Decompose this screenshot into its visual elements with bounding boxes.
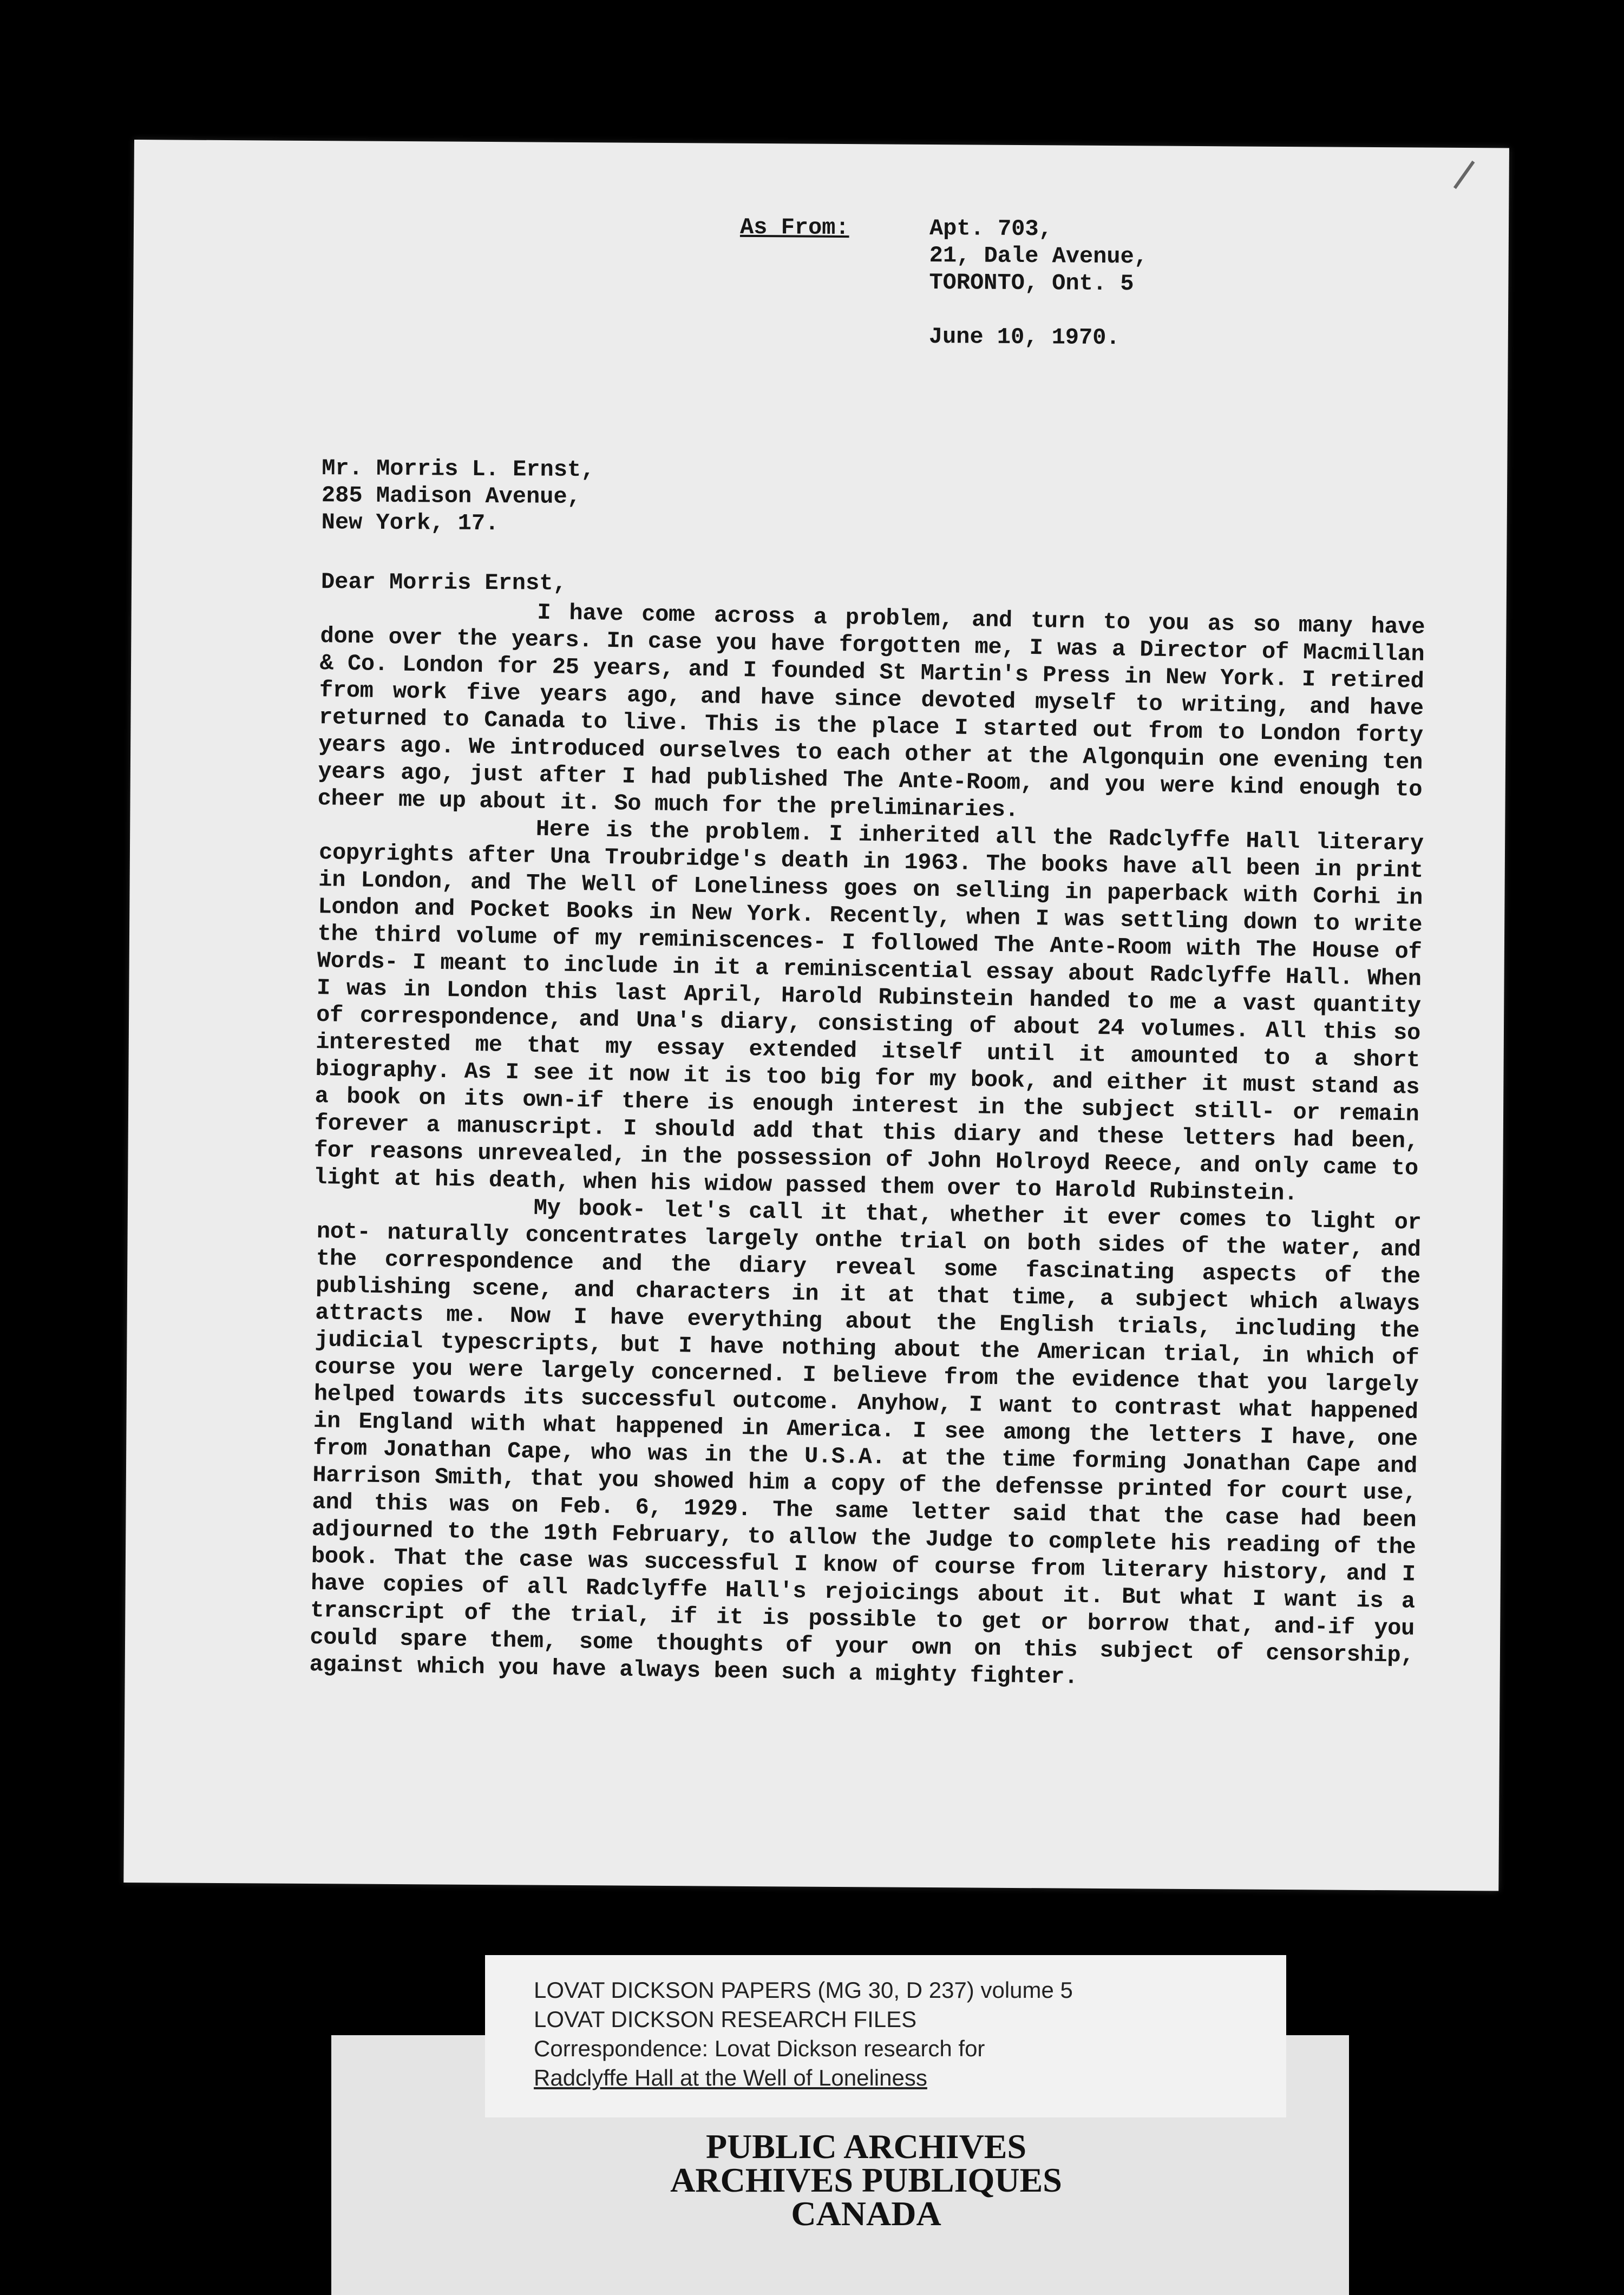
stamp-line: ARCHIVES PUBLIQUES: [670, 2161, 1062, 2199]
sender-address-line: Apt. 703,: [929, 215, 1053, 242]
archive-label-line: Radclyffe Hall at the Well of Loneliness: [534, 2065, 927, 2090]
body-paragraph: Here is the problem. I inherited all the Radclyffe Hall literary copyrights after Una Troubridge's death in 1963. The books have all been in print in London, and The Well of Loneliness goes on selling in paperback with Corhi in London and Pocket Books in New York. Recently, when I was settling down to write the third volume of my reminiscences- I followed The Ante-Room with The House of Words- I meant to include in it a reminiscential essay about Radclyffe Hall. When I was in London this last April, Harold Rubinstein handed to me a vast quantity of correspondence, and Una's diary, consisting of about 24 volumes. All this so interested me that my essay extended itself until it amounted to a short biography. As I see it now it is too big for my book, and either it must stand as a book on its own-if there is enough interest in the subject still- or remain forever a manuscript. I should add that this diary and these letters had been, for reasons unrevealed, in the possession of John Holroyd Reece, and only came to light at his death, when his widow passed them over to Harold Rubinstein.: [313, 816, 1424, 1207]
body-paragraph: I have come across a problem, and turn to you as so many have done over the years. In case you have forgotten me, I was a Director of Macmillan & Co. London for 25 years, and I founded St Martin's Press in New York. I retired from work five years ago, and have since devoted myself to writing, and have returned to Canada to live. This is the place I started out from to London forty years ago. We introduced ourselves to each other at the Algonquin one evening ten years ago, just after I had published The Ante-Room, and you were kind enough to cheer me up about it. So much for the preliminaries.: [317, 599, 1425, 823]
stamp-line: PUBLIC ARCHIVES: [705, 2127, 1027, 2166]
letter-date: June 10, 1970.: [928, 323, 1120, 351]
letter-body: [309, 595, 1425, 1690]
recipient-line: New York, 17.: [321, 509, 499, 537]
stamp-line: CANADA: [791, 2194, 941, 2233]
archive-label-line: Correspondence: Lovat Dickson research for: [534, 2036, 985, 2061]
archive-label-line: LOVAT DICKSON PAPERS (MG 30, D 237) volume 5: [534, 1977, 1073, 2003]
as-from-label: As From:: [739, 214, 849, 241]
archive-label-line: LOVAT DICKSON RESEARCH FILES: [534, 2007, 917, 2032]
body-paragraph: My book- let's call it that, whether it ever comes to light or not- naturally concentrates largely onthe trial on both sides of the water, and the correspondence and the diary reveal some fascinating aspects of the publishing scene, and characters in it at that time, a subject which always attracts me. Now I have everything about the English trials, including the judicial typescripts, but I have nothing about the American trial, in which of course you were largely concerned. I believe from the evidence that you largely helped towards its successful outcome. Anyhow, I want to contrast what happened in England with what happened in America. I see among the letters I have, one from Jonathan Cape, who was in the U.S.A. at the time forming Jonathan Cape and Harrison Smith, that you showed him a copy of the defensse printed for court use, and this was on Feb. 6, 1929. The same letter said that the case had been adjourned to the 19th February, to allow the Judge to complete his reading of the book. That the case was successful I know of course from literary history, and I have copies of all Radclyffe Hall's rejoicings about it. But what I want is a transcript of the trial, if it is possible to get or borrow that, and-if you could spare them, some thoughts of your own on this subject of censorship, against which you have always been such a mighty fighter.: [309, 1195, 1422, 1690]
sender-address-line: 21, Dale Avenue,: [929, 242, 1148, 270]
archive-label-card: [485, 1955, 1286, 2117]
salutation: Dear Morris Ernst,: [320, 569, 567, 596]
pen-mark: [1453, 161, 1475, 189]
public-archives-stamp: [541, 2127, 1191, 2233]
recipient-line: 285 Madison Avenue,: [321, 482, 581, 510]
letter-page: [123, 140, 1509, 1891]
recipient-address: [322, 455, 595, 537]
recipient-line: Mr. Morris L. Ernst,: [322, 455, 595, 483]
sender-address: [929, 215, 1148, 297]
sender-address-line: TORONTO, Ont. 5: [929, 269, 1134, 297]
